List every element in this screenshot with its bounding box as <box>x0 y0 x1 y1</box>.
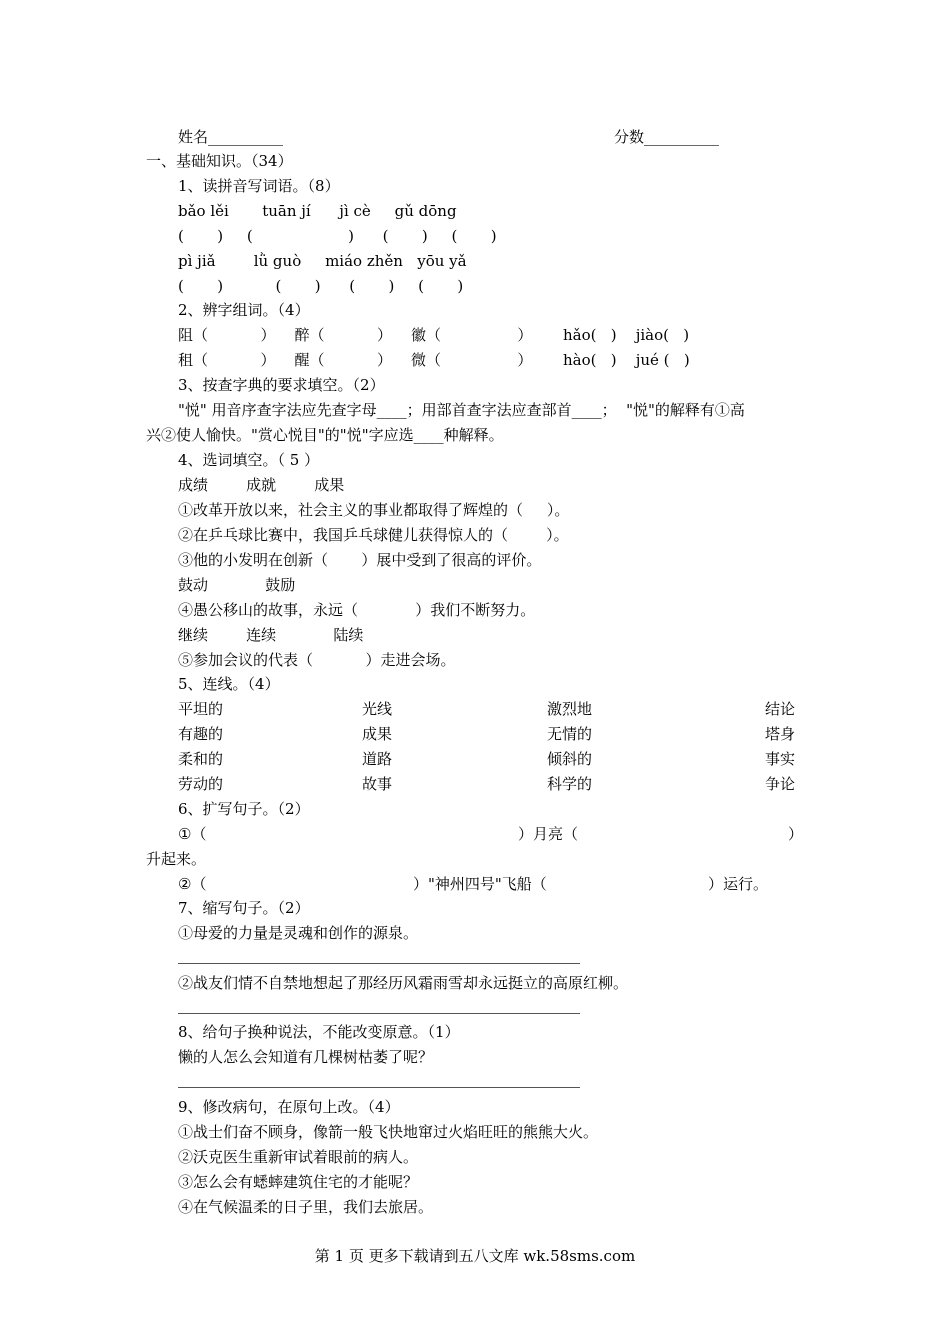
q4-word-choices-1: 成绩 成就 成果 <box>178 476 345 494</box>
q2-row-2: 租（ ） 醒（ ） 微（ ） <box>178 351 533 369</box>
q6-a-open: ①（ <box>178 825 207 843</box>
q5-col3-item: 倾斜的 <box>547 750 593 768</box>
q6-title: 6、扩写句子。（2） <box>178 800 310 818</box>
q4-sentence-3: ③他的小发明在创新（ ）展中受到了很高的评价。 <box>178 551 542 569</box>
q4-sentence-1: ①改革开放以来，社会主义的事业都取得了辉煌的（ ）。 <box>178 501 570 519</box>
section-title: 一、基础知识。（34） <box>146 152 293 170</box>
q5-col4-item: 结论 <box>765 700 796 718</box>
answer-line <box>178 1013 580 1014</box>
page-footer: 第 1 页 更多下载请到五八文库 wk.58sms.com <box>314 1247 636 1265</box>
answer-line <box>178 1087 580 1088</box>
q2-row-1: 阻（ ） 醉（ ） 徽（ ） <box>178 326 533 344</box>
q9-title: 9、修改病句，在原句上改。（4） <box>178 1098 400 1116</box>
q9-sentence-3: ③怎么会有蟋蟀建筑住宅的才能呢？ <box>178 1173 419 1191</box>
name-field-label: 姓名__________ <box>178 128 284 146</box>
q2-row-2-pinyin: hào( ) jué ( ) <box>563 351 690 369</box>
q4-sentence-4: ④愚公移山的故事，永远（ ）我们不断努力。 <box>178 601 536 619</box>
q1-title: 1、读拼音写词语。（8） <box>178 177 340 195</box>
q5-col1-item: 有趣的 <box>178 725 224 743</box>
q5-title: 5、连线。（4） <box>178 675 280 693</box>
q6-a-continuation: 升起来。 <box>146 850 207 868</box>
q5-col3-item: 科学的 <box>547 775 593 793</box>
q6-b-close: ）运行。 <box>708 875 769 893</box>
q5-col4-item: 争论 <box>765 775 796 793</box>
answer-line <box>178 963 580 964</box>
q8-sentence: 懒的人怎么会知道有几棵树枯萎了呢？ <box>178 1048 434 1066</box>
q7-sentence-1: ①母爱的力量是灵魂和创作的源泉。 <box>178 924 419 942</box>
q5-col2-item: 故事 <box>362 775 393 793</box>
q5-col2-item: 道路 <box>362 750 393 768</box>
q8-title: 8、给句子换种说法，不能改变原意。（1） <box>178 1023 460 1041</box>
q3-line-2: 兴②使人愉快。"赏心悦目"的"悦"字应选____种解释。 <box>146 426 504 444</box>
q7-sentence-2: ②战友们情不自禁地想起了那经历风霜雨雪却永远挺立的高原红柳。 <box>178 974 629 992</box>
q3-line-1: "悦" 用音序查字法应先查字母____；用部首查字法应查部首____； "悦"的解释有①高 <box>178 401 745 419</box>
q9-sentence-2: ②沃克医生重新审试着眼前的病人。 <box>178 1148 419 1166</box>
q6-a-middle: ）月亮（ <box>518 825 579 843</box>
q4-title: 4、选词填空。（ 5 ） <box>178 451 320 469</box>
q1-pinyin-row-2: pì jiǎ lǜ guò miáo zhěn yōu yǎ <box>178 252 467 270</box>
q2-title: 2、辨字组词。（4） <box>178 301 310 319</box>
q5-col3-item: 无情的 <box>547 725 593 743</box>
q5-col1-item: 劳动的 <box>178 775 224 793</box>
q5-col1-item: 平坦的 <box>178 700 224 718</box>
q4-word-choices-2: 鼓动 鼓励 <box>178 576 296 594</box>
q6-b-middle: ）"神州四号"飞船（ <box>413 875 547 893</box>
q2-row-1-pinyin: hǎo( ) jiào( ) <box>563 326 690 344</box>
q4-word-choices-3: 继续 连续 陆续 <box>178 626 364 644</box>
q5-col3-item: 激烈地 <box>547 700 593 718</box>
q5-col4-item: 事实 <box>765 750 796 768</box>
q1-pinyin-row-1: bǎo lěi tuān jí jì cè gǔ dōng <box>178 202 457 220</box>
q6-b-open: ②（ <box>178 875 207 893</box>
q4-sentence-5: ⑤参加会议的代表（ ）走进会场。 <box>178 651 456 669</box>
q9-sentence-1: ①战士们奋不顾身，像箭一般飞快地窜过火焰旺旺的熊熊大火。 <box>178 1123 599 1141</box>
q1-blanks-row-2: ( ) ( ) ( ) ( ) <box>178 277 464 295</box>
q5-col1-item: 柔和的 <box>178 750 224 768</box>
q6-a-close: ） <box>788 825 804 843</box>
q5-col2-item: 成果 <box>362 725 393 743</box>
score-field-label: 分数__________ <box>614 128 720 146</box>
q1-blanks-row-1: ( ) ( ) ( ) ( ) <box>178 227 497 245</box>
q5-col4-item: 塔身 <box>765 725 796 743</box>
q7-title: 7、缩写句子。（2） <box>178 899 310 917</box>
q5-col2-item: 光线 <box>362 700 393 718</box>
q4-sentence-2: ②在乒乓球比赛中，我国乒乓球健儿获得惊人的（ ）。 <box>178 526 569 544</box>
q9-sentence-4: ④在气候温柔的日子里，我们去旅居。 <box>178 1198 434 1216</box>
q3-title: 3、按查字典的要求填空。（2） <box>178 376 385 394</box>
